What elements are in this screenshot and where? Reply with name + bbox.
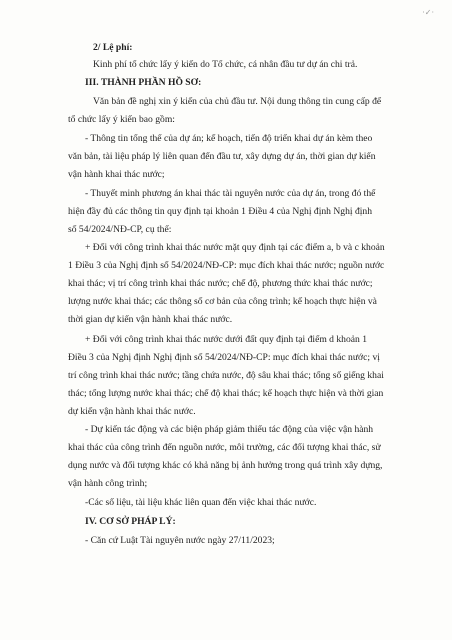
section-3-line-19: - Dự kiến tác động và các biện pháp giảm thiểu tác động của việc vận hành — [85, 424, 374, 435]
section-3-line-13: thời gian dự kiến vận hành khai thác nước. — [68, 314, 233, 325]
section-3-line-17: thác; tổng lượng nước khai thác; chế độ khai thác; kế hoạch thực hiện và thời gian — [68, 388, 384, 399]
section-4-line-1: - Căn cứ Luật Tài nguyên nước ngày 27/11/2023; — [85, 535, 275, 546]
section-3-line-14: + Đối với công trình khai thác nước dưới đất quy định tại điểm d khoản 1 — [85, 334, 368, 345]
scan-mark: ·✓· — [422, 8, 434, 17]
section-3-line-16: trí công trình khai thác nước; tầng chứa nước, độ sâu khai thác; tổng số giếng khai — [68, 370, 384, 381]
section-3-line-21: dụng nước và đối tượng khác có khả năng bị ảnh hưởng trong quá trình xây dựng, — [68, 460, 383, 471]
section-3-line-9: + Đối với công trình khai thác nước mặt quy định tại các điểm a, b và c khoản — [85, 242, 385, 253]
section-3-line-6: - Thuyết minh phương án khai thác tài nguyên nước của dự án, trong đó thể — [85, 188, 376, 199]
section-3-line-20: khai thác của công trình đến nguồn nước, môi trường, các đối tượng khai thác, sử — [68, 442, 381, 453]
section-3-line-18: dự kiến vận hành khai thác nước. — [68, 406, 196, 417]
section-3-line-2: tổ chức lấy ý kiến bao gồm: — [68, 114, 175, 125]
fee-text: Kinh phí tổ chức lấy ý kiến do Tổ chức, cá nhân đầu tư dự án chi trả. — [93, 59, 358, 70]
section-4-heading: IV. CƠ SỞ PHÁP LÝ: — [85, 516, 176, 527]
section-3-line-4: văn bản, tài liệu pháp lý liên quan đến đầu tư, xây dựng dự án, thời gian dự kiến — [68, 151, 376, 162]
section-3-line-22: vận hành công trình; — [68, 478, 148, 489]
section-3-line-8: số 54/2024/NĐ-CP, cụ thể: — [68, 224, 172, 235]
section-3-line-23: -Các số liệu, tài liệu khác liên quan đến việc khai thác nước. — [85, 497, 317, 508]
section-3-heading: III. THÀNH PHẦN HỒ SƠ: — [85, 77, 202, 88]
section-3-line-3: - Thông tin tổng thể của dự án; kế hoạch, tiến độ triển khai dự án kèm theo — [85, 133, 373, 144]
section-3-line-1: Văn bản đề nghị xin ý kiến của chủ đầu tư. Nội dung thông tin cung cấp để — [93, 96, 382, 107]
section-3-line-12: lượng nước khai thác; các thông số cơ bản của công trình; kế hoạch thực hiện và — [68, 296, 377, 307]
section-3-line-10: 1 Điều 3 của Nghị định số 54/2024/NĐ-CP: mục đích khai thác nước; nguồn nước — [68, 260, 385, 271]
section-3-line-11: khai thác; vị trí công trình khai thác nước; chế độ, phương thức khai thác nước; — [68, 278, 373, 289]
section-3-line-5: vận hành khai thác nước; — [68, 169, 165, 180]
section-3-line-7: hiện đầy đủ các thông tin quy định tại khoản 1 Điều 4 của Nghị định Nghị định — [68, 206, 373, 217]
section-3-line-15: Điều 3 của Nghị định Nghị định số 54/2024/NĐ-CP: mục đích khai thác nước; vị — [68, 352, 380, 363]
fee-heading: 2/ Lệ phí: — [93, 42, 133, 53]
